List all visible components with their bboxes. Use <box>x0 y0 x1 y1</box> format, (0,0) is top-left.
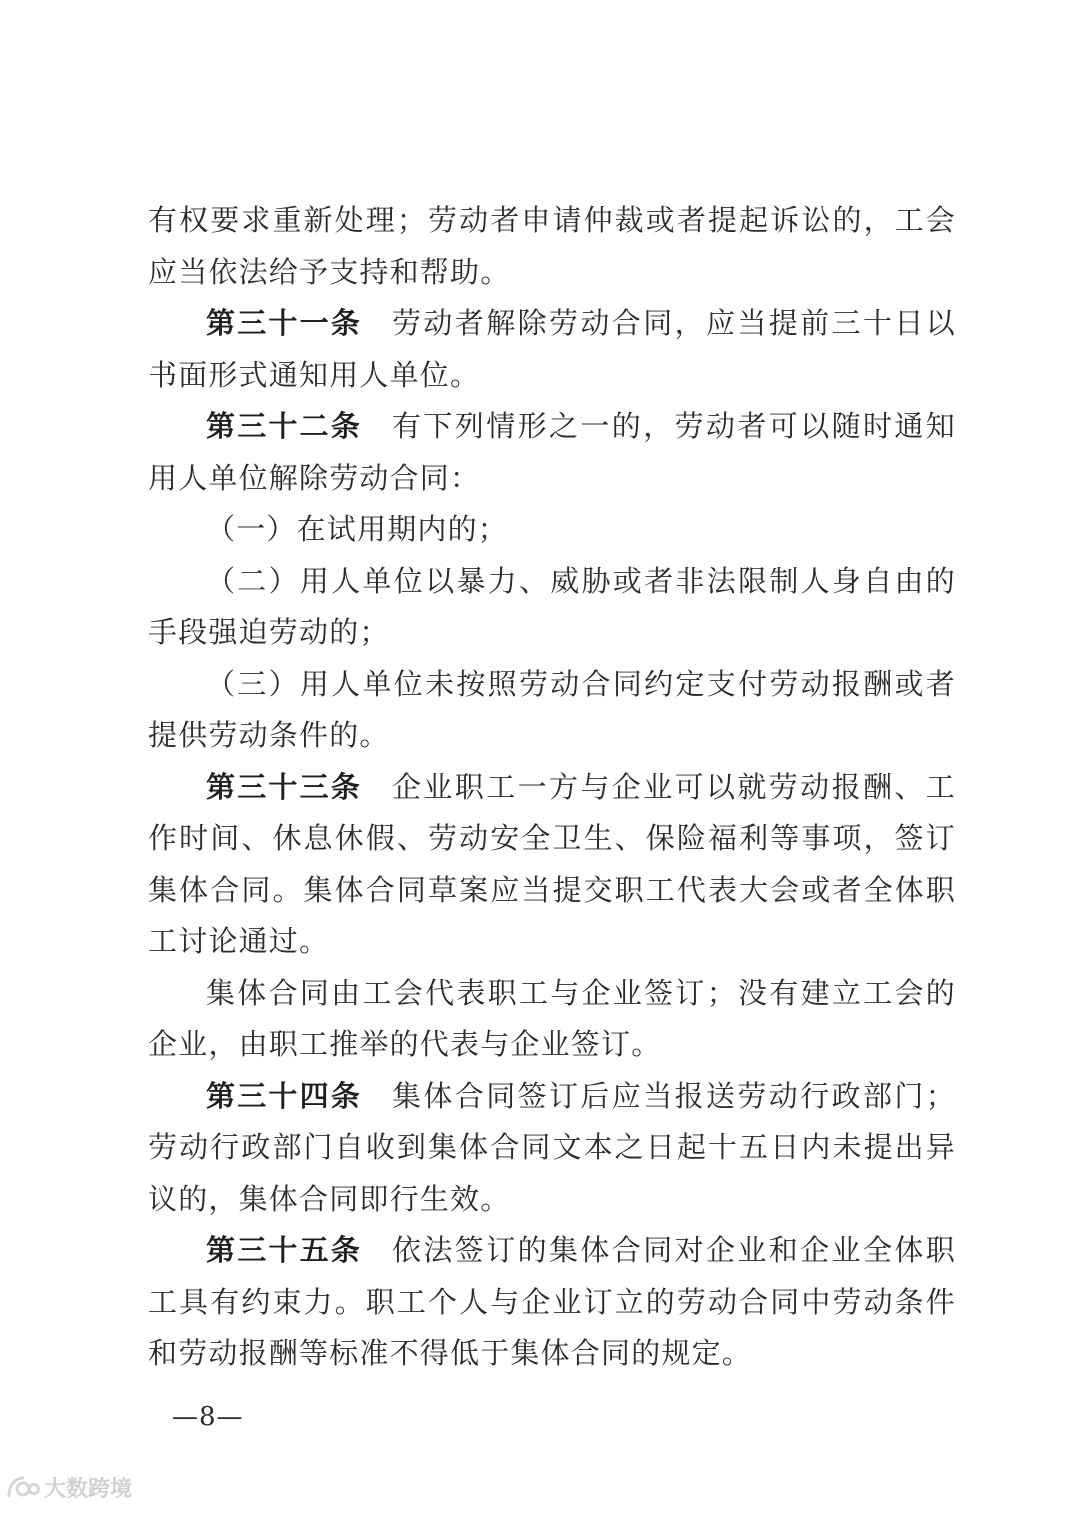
paragraph-text: （三）用人单位未按照劳动合同约定支付劳动报酬或者提供劳动条件的。 <box>148 666 956 752</box>
paragraph-text: 有下列情形之一的，劳动者可以随时通知用人单位解除劳动合同： <box>148 409 956 495</box>
page-number: —8— <box>172 1402 244 1432</box>
article-33-paragraph-2 <box>148 968 956 1071</box>
paragraph-text: （一）在试用期内的； <box>206 512 509 546</box>
article-31 <box>148 298 956 401</box>
watermark-text: 大数跨境 <box>44 1477 133 1502</box>
article-label: 第三十三条 <box>206 769 362 804</box>
article-35 <box>148 1225 956 1380</box>
article-label: 第三十四条 <box>206 1078 362 1113</box>
article-label: 第三十一条 <box>206 306 362 340</box>
paragraph-text: （二）用人单位以暴力、威胁或者非法限制人身自由的手段强迫劳动的； <box>148 563 956 649</box>
article-label: 第三十二条 <box>206 409 362 443</box>
article-33 <box>148 762 956 968</box>
article-32-item-2 <box>148 556 956 659</box>
paragraph-text: 依法签订的集体合同对企业和企业全体职工具有约束力。职工个人与企业订立的劳动合同中劳动条件和劳动报酬等标准不得低于集体合同的规定。 <box>148 1233 956 1370</box>
article-34 <box>148 1071 956 1226</box>
paragraph-text: 有权要求重新处理；劳动者申请仲裁或者提起诉讼的，工会应当依法给予支持和帮助。 <box>148 203 956 289</box>
document-body <box>148 195 956 1380</box>
paragraph-text: 集体合同签订后应当报送劳动行政部门；劳动行政部门自收到集体合同文本之日起十五日内未提出异议的，集体合同即行生效。 <box>148 1078 956 1216</box>
article-32 <box>148 401 956 504</box>
article-32-item-3 <box>148 659 956 762</box>
paragraph-text: 集体合同由工会代表职工与企业签订；没有建立工会的企业，由职工推举的代表与企业签订。 <box>148 975 956 1061</box>
article-label: 第三十五条 <box>206 1233 362 1267</box>
watermark <box>6 1472 132 1503</box>
article-32-item-1 <box>148 504 956 556</box>
paragraph-text: 企业职工一方与企业可以就劳动报酬、工作时间、休息休假、劳动安全卫生、保险福利等事项，签订集体合同。集体合同草案应当提交职工代表大会或者全体职工讨论通过。 <box>148 769 956 958</box>
paragraph-text: 劳动者解除劳动合同，应当提前三十日以书面形式通知用人单位。 <box>148 306 956 392</box>
brand-logo-icon <box>6 1474 40 1502</box>
paragraph-continuation <box>148 195 956 298</box>
